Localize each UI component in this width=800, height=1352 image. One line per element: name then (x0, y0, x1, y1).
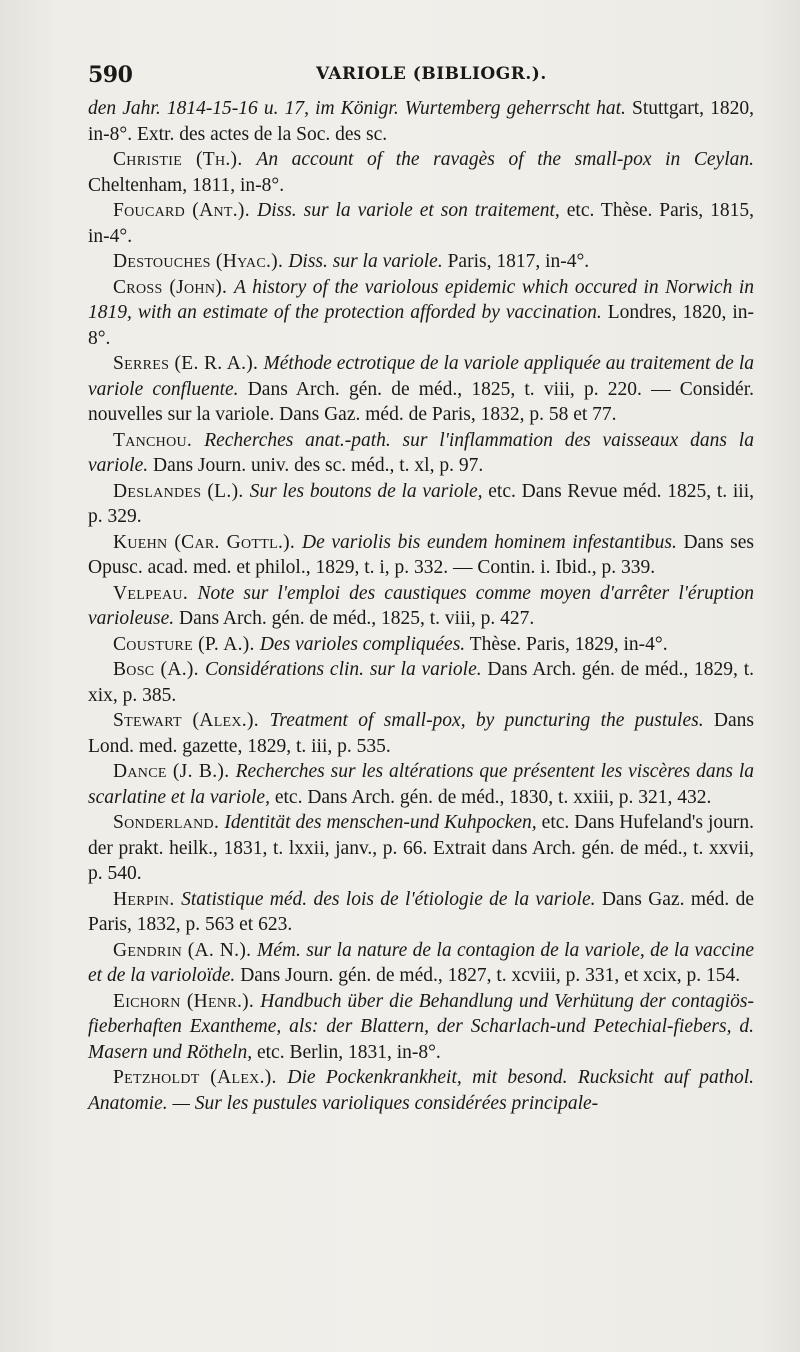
bibliography-entry (88, 1065, 754, 1116)
entry-title: Note sur l'emploi des caustiques comme moyen d'arrêter l'éruption varioleuse. (88, 582, 754, 629)
entry-title: Identität des menschen-und Kuhpocken, (224, 812, 537, 833)
entry-title: Méthode ectrotique de la variole appliquée au traitement de la variole confluente. (88, 353, 755, 400)
entry-author: Destouches (Hyac.). (113, 251, 289, 272)
entry-imprint: Londres, 1820, in-8°. (88, 302, 755, 349)
bibliography-list (88, 96, 754, 1116)
bibliography-entry (88, 351, 754, 428)
entry-title: Diss. sur la variole. (288, 251, 443, 272)
entry-imprint: etc. Dans Revue méd. 1825, t. iii, p. 329. (88, 480, 754, 527)
entry-title: Mém. sur la nature de la contagion de la variole, de la vaccine et de la varioloïde. (88, 939, 755, 986)
bibliography-entry (88, 810, 754, 887)
entry-author: Christie (Th.). (113, 149, 257, 170)
bibliography-entry (88, 530, 754, 581)
bibliography-entry (88, 581, 754, 632)
entry-title: An account of the ravagès of the small-pox in Ceylan. (256, 149, 754, 170)
entry-imprint: Stuttgart, 1820, in-8°. Extr. des actes de la Soc. des sc. (88, 98, 754, 145)
entry-title: Sur les boutons de la variole, (249, 480, 483, 502)
bibliography-entry (88, 275, 754, 352)
entry-imprint: etc. Dans Arch. gén. de méd., 1830, t. xxiii, p. 321, 432. (269, 786, 712, 808)
bibliography-entry (88, 632, 754, 658)
entry-author: Sonderland. (113, 812, 225, 833)
bibliography-entry (88, 989, 754, 1066)
bibliography-entry (88, 479, 754, 530)
entry-imprint: Paris, 1817, in-4°. (442, 251, 590, 272)
entry-author: Velpeau. (113, 582, 198, 604)
entry-title: Diss. sur la variole et son traitement, (257, 200, 560, 221)
entry-imprint: Dans Arch. gén. de méd., 1825, t. viii, p. 220. — Considér. nouvelles sur la variole. Dans Gaz. méd. de Paris, 1832, p. 58 et 77. (88, 378, 755, 425)
entry-imprint: Dans Arch. gén. de méd., 1829, t. xix, p. 385. (88, 659, 754, 706)
entry-imprint: Dans Lond. med. gazette, 1829, t. iii, p. 535. (88, 710, 754, 757)
entry-title: Treatment of small-pox, by puncturing the pustules. (269, 710, 704, 731)
entry-author: Dance (J. B.). (113, 761, 236, 782)
bibliography-entry (88, 887, 754, 938)
entry-imprint: etc. Thèse. Paris, 1815, in-4°. (88, 200, 754, 247)
entry-author: Herpin. (113, 888, 182, 910)
bibliography-entry (88, 147, 754, 198)
entry-imprint: etc. Dans Hufeland's journ. der prakt. heilk., 1831, t. lxxii, janv., p. 66. Extrait dans Arch. gén. de méd., t. xxvii, p. 540. (88, 812, 754, 884)
entry-title: Considérations clin. sur la variole. (204, 659, 482, 680)
bibliography-entry (88, 428, 754, 479)
bibliography-entry (88, 708, 754, 759)
entry-imprint: Dans Journ. univ. des sc. méd., t. xl, p. 97. (148, 455, 484, 476)
entry-imprint: Dans Gaz. méd. de Paris, 1832, p. 563 et 623. (88, 888, 754, 935)
entry-imprint: etc. Berlin, 1831, in-8°. (252, 1041, 441, 1063)
entry-author: Stewart (Alex.). (113, 710, 270, 731)
page-header (88, 62, 758, 96)
entry-author: Foucard (Ant.). (113, 200, 258, 221)
entry-author: Eichorn (Henr.). (113, 990, 261, 1012)
entry-imprint: Dans ses Opusc. acad. med. et philol., 1829, t. i, p. 332. — Contin. i. Ibid., p. 339. (88, 531, 754, 578)
bibliography-entry (88, 249, 754, 275)
entry-imprint: Dans Arch. gén. de méd., 1825, t. viii, p. 427. (174, 608, 535, 629)
entry-imprint: Cheltenham, 1811, in-8°. (88, 174, 285, 196)
bibliography-entry (88, 938, 754, 989)
entry-title: A history of the variolous epidemic which occured in Norwich in 1819, with an estimate of the protection afforded by vaccination. (88, 276, 755, 323)
bibliography-entry (88, 198, 754, 249)
entry-author: Serres (E. R. A.). (113, 353, 264, 374)
entry-title: Die Pockenkrankheit, mit besond. Rucksicht auf pathol. Anatomie. — Sur les pustules varioliques considérées principale- (88, 1067, 754, 1114)
bibliography-entry (88, 96, 754, 147)
entry-author: Gendrin (A. N.). (113, 939, 257, 961)
entry-title: Des varioles compliquées. (259, 633, 466, 655)
entry-title: Recherches sur les altérations que présentent les viscères dans la scarlatine et la variole, (88, 761, 754, 808)
page-number: 590 (88, 62, 133, 88)
entry-imprint: Dans Journ. gén. de méd., 1827, t. xcviii, p. 331, et xcix, p. 154. (235, 965, 741, 986)
entry-imprint: Thèse. Paris, 1829, in-4°. (465, 633, 668, 655)
entry-author: Cross (John). (113, 276, 235, 298)
entry-author: Petzholdt (Alex.). (113, 1067, 288, 1088)
entry-title: Handbuch über die Behandlung und Verhütung der contagiös-fieberhaften Exantheme, als: der Blattern, der Scharlach-und Petechial-fiebers, d. Masern und Rötheln, (88, 990, 754, 1063)
running-head: VARIOLE (BIBLIOGR.). (316, 64, 547, 84)
entry-author: Kuehn (Car. Gottl.). (113, 531, 303, 553)
bibliography-entry (88, 759, 754, 810)
entry-author: Deslandes (L.). (113, 480, 250, 502)
entry-title: De variolis bis eundem hominem infestantibus. (302, 531, 677, 553)
entry-author: Bosc (A.). (113, 659, 205, 680)
bibliography-entry (88, 657, 754, 708)
entry-title: Statistique méd. des lois de l'étiologie de la variole. (181, 888, 596, 910)
entry-author: Cousture (P. A.). (113, 633, 260, 655)
entry-author: Tanchou. (113, 429, 205, 451)
entry-title: Recherches anat.-path. sur l'inflammation des vaisseaux dans la variole. (88, 429, 754, 476)
entry-title: den Jahr. 1814-15-16 u. 17, im Königr. Wurtemberg geherrscht hat. (88, 98, 626, 119)
